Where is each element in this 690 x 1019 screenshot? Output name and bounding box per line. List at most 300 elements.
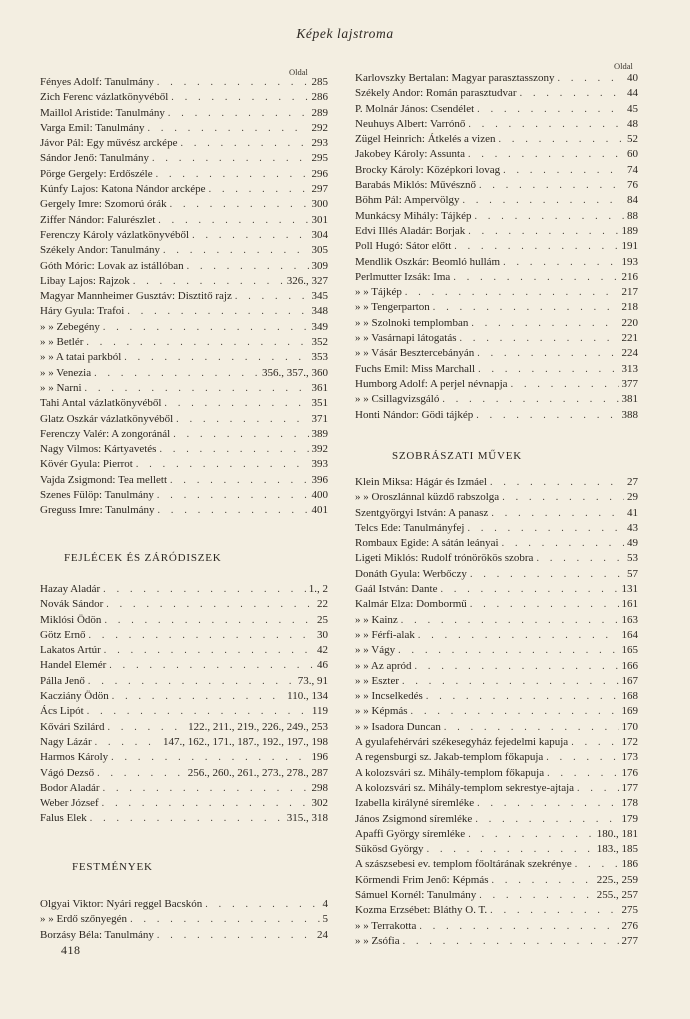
index-entry xyxy=(355,735,638,750)
index-entry xyxy=(40,457,328,472)
dot-leader xyxy=(170,197,309,212)
entry-title: Sükösd György xyxy=(355,843,424,856)
entry-title: Körmendi Frim Jenő: Képmás xyxy=(355,873,489,886)
index-entry xyxy=(355,209,638,224)
dot-leader xyxy=(475,209,625,224)
entry-page-number: 167 xyxy=(621,674,638,687)
dot-leader xyxy=(89,628,314,643)
dot-leader xyxy=(168,106,309,121)
entry-page-number: 371 xyxy=(311,412,328,425)
entry-title: János Zsigmond síremléke xyxy=(355,812,473,825)
entry-page-number: 292 xyxy=(311,121,328,134)
page-column-header-right: Oldal xyxy=(614,61,633,71)
entry-title: Klein Miksa: Hágár és Izmáel xyxy=(355,476,487,488)
entry-title: Apaffi György síremléke xyxy=(355,827,466,840)
entry-title: Honti Nándor: Gödi tájkép xyxy=(355,408,474,421)
dot-leader xyxy=(106,597,314,612)
entry-page-number: 169 xyxy=(621,705,638,718)
entry-page-number: 22 xyxy=(317,598,328,611)
dot-leader xyxy=(442,392,618,407)
entry-page-number: 173 xyxy=(621,751,638,764)
index-entry xyxy=(355,551,638,566)
entry-page-number: 255., 257 xyxy=(596,889,638,902)
index-entry xyxy=(355,750,638,765)
entry-page-number: 309 xyxy=(311,259,328,272)
index-entry xyxy=(40,136,328,151)
dot-leader xyxy=(427,842,594,857)
entry-title: Ligeti Miklós: Rudolf trónörökös szobra xyxy=(355,552,534,565)
index-entry xyxy=(355,117,638,132)
index-entry xyxy=(40,427,328,442)
entry-page-number: 277 xyxy=(621,934,638,947)
dot-leader xyxy=(433,300,619,315)
entry-page-number: 352 xyxy=(311,336,328,349)
index-entry xyxy=(40,197,328,212)
entry-page-number: 304 xyxy=(311,228,328,241)
entry-title: Rombaux Egide: A sátán leányai xyxy=(355,537,499,550)
index-entry xyxy=(355,766,638,781)
dot-leader xyxy=(499,132,624,147)
dot-leader xyxy=(235,289,309,304)
index-entry xyxy=(355,873,638,888)
index-entry xyxy=(355,475,638,490)
entry-page-number: 172 xyxy=(621,736,638,749)
dot-leader xyxy=(419,919,618,934)
dot-leader xyxy=(173,427,308,442)
index-entry xyxy=(40,473,328,488)
entry-page-number: 296 xyxy=(311,167,328,180)
entry-title: Háry Gyula: Trafoi xyxy=(40,305,125,318)
entry-page-number: 186 xyxy=(621,858,638,871)
entry-page-number: 41 xyxy=(627,506,638,519)
entry-page-number: 165 xyxy=(621,644,638,657)
entry-page-number: 88 xyxy=(627,209,638,222)
dot-leader xyxy=(411,704,619,719)
entry-page-number: 49 xyxy=(627,537,638,550)
index-entry xyxy=(40,897,328,912)
entry-page-number: 52 xyxy=(627,133,638,146)
dot-leader xyxy=(477,102,624,117)
entry-title: » » Kainz xyxy=(355,613,398,626)
dot-leader xyxy=(104,613,314,628)
dot-leader xyxy=(398,643,618,658)
entry-page-number: 131 xyxy=(621,583,638,596)
dot-leader xyxy=(90,811,284,826)
entry-title: Mendlik Oszkár: Beomló hullám xyxy=(355,255,501,268)
index-entry xyxy=(40,442,328,457)
entry-page-number: 401 xyxy=(311,504,328,517)
szobraszati-list xyxy=(355,475,638,949)
entry-page-number: 170 xyxy=(621,720,638,733)
entry-title: Falus Elek xyxy=(40,812,87,825)
left-top-list xyxy=(40,75,328,519)
index-entry xyxy=(40,811,328,826)
dot-leader xyxy=(159,442,308,457)
entry-page-number: 393 xyxy=(311,458,328,471)
dot-leader xyxy=(418,628,619,643)
dot-leader xyxy=(133,274,284,289)
entry-page-number: 295 xyxy=(311,152,328,165)
entry-title: A gyulafehérvári székesegyház fejedelmi kapuja xyxy=(355,736,569,749)
entry-page-number: 43 xyxy=(627,521,638,534)
dot-leader xyxy=(111,750,308,765)
entry-title: Szentgyörgyi István: A panasz xyxy=(355,506,489,519)
index-entry xyxy=(40,781,328,796)
index-entry xyxy=(355,316,638,331)
index-entry xyxy=(355,521,638,536)
dot-leader xyxy=(87,704,309,719)
entry-page-number: 179 xyxy=(621,812,638,825)
index-entry xyxy=(355,567,638,582)
entry-title: Barabás Miklós: Művésznő xyxy=(355,179,476,192)
entry-page-number: 180., 181 xyxy=(596,827,638,840)
dot-leader xyxy=(401,613,619,628)
entry-title: Fényes Adolf: Tanulmány xyxy=(40,76,154,88)
dot-leader xyxy=(454,239,618,254)
entry-page-number: 189 xyxy=(621,224,638,237)
dot-leader xyxy=(490,475,624,490)
dot-leader xyxy=(86,335,308,350)
index-entry xyxy=(40,228,328,243)
entry-title: Jávor Pál: Egy művész arcképe xyxy=(40,137,178,150)
entry-page-number: 396 xyxy=(311,473,328,486)
entry-title: Bodor Aladár xyxy=(40,781,100,794)
entry-title: Lakatos Artúr xyxy=(40,644,101,657)
entry-page-number: 1., 2 xyxy=(308,583,328,595)
dot-leader xyxy=(577,781,618,796)
entry-title: » » Isadora Duncan xyxy=(355,720,441,733)
dot-leader xyxy=(130,912,319,927)
dot-leader xyxy=(479,178,624,193)
entry-page-number: 361 xyxy=(311,381,328,394)
entry-title: Ferenczy Károly vázlatkönyvéből xyxy=(40,228,190,241)
index-entry xyxy=(355,239,638,254)
index-entry xyxy=(355,643,638,658)
entry-title: Götz Ernő xyxy=(40,628,86,641)
entry-title: » » Incselkedés xyxy=(355,690,423,703)
entry-page-number: 161 xyxy=(621,598,638,611)
dot-leader xyxy=(124,350,308,365)
entry-title: Szenes Fülöp: Tanulmány xyxy=(40,489,154,502)
entry-title: Glatz Oszkár vázlatkönyvéből xyxy=(40,412,174,425)
entry-page-number: 345 xyxy=(311,290,328,303)
entry-title: Gaál István: Dante xyxy=(355,583,438,596)
index-entry xyxy=(40,106,328,121)
dot-leader xyxy=(157,488,309,503)
dot-leader xyxy=(476,408,618,423)
entry-page-number: 25 xyxy=(317,613,328,626)
entry-title: A kolozsvári sz. Mihály-templom sekrestye-ajtaja xyxy=(355,781,575,794)
entry-title: Kövér Gyula: Pierrot xyxy=(40,458,133,471)
entry-title: Sámuel Kornél: Tanulmány xyxy=(355,889,477,902)
entry-page-number: 60 xyxy=(627,148,638,161)
entry-page-number: 110., 134 xyxy=(287,690,328,703)
entry-title: Székely Andor: Román parasztudvar xyxy=(355,87,517,100)
index-entry xyxy=(40,582,328,597)
entry-title: Kalmár Elza: Dombormű xyxy=(355,598,467,611)
dot-leader xyxy=(157,928,314,943)
entry-title: » » Vágy xyxy=(355,644,396,657)
section-title-fejlecek: FEJLÉCEK ÉS ZÁRÓDISZEK xyxy=(64,552,222,564)
index-entry xyxy=(355,132,638,147)
dot-leader xyxy=(405,285,619,300)
index-entry xyxy=(40,182,328,197)
entry-title: Borzásy Béla: Tanulmány xyxy=(40,928,154,941)
entry-title: Kozma Erzsébet: Bláthy O. T. xyxy=(355,904,488,917)
entry-title: Varga Emil: Tanulmány xyxy=(40,121,145,134)
index-entry xyxy=(40,412,328,427)
entry-page-number: 122., 211., 219., 226., 249., 253 xyxy=(188,720,328,733)
index-entry xyxy=(40,488,328,503)
index-entry xyxy=(40,259,328,274)
entry-page-number: 225., 259 xyxy=(596,873,638,886)
index-entry xyxy=(355,178,638,193)
dot-leader xyxy=(148,121,309,136)
entry-page-number: 302 xyxy=(311,797,328,810)
index-entry xyxy=(355,285,638,300)
entry-title: Ács Lipót xyxy=(40,705,84,718)
index-entry xyxy=(355,720,638,735)
entry-title: » » Eszter xyxy=(355,674,399,687)
entry-page-number: 119 xyxy=(311,705,328,718)
entry-page-number: 297 xyxy=(311,183,328,196)
entry-page-number: 400 xyxy=(311,489,328,502)
dot-leader xyxy=(546,750,618,765)
dot-leader xyxy=(502,490,624,505)
entry-title: Böhm Pál: Ampervölgy xyxy=(355,194,460,207)
entry-page-number: 166 xyxy=(621,659,638,672)
entry-page-number: 29 xyxy=(627,491,638,504)
entry-page-number: 289 xyxy=(311,106,328,119)
dot-leader xyxy=(547,766,618,781)
entry-page-number: 40 xyxy=(627,72,638,84)
dot-leader xyxy=(158,503,309,518)
index-entry xyxy=(355,842,638,857)
entry-page-number: 353 xyxy=(311,351,328,364)
dot-leader xyxy=(467,521,624,536)
index-entry xyxy=(40,912,328,927)
entry-title: » » Oroszlánnal küzdő rabszolga xyxy=(355,491,500,504)
entry-page-number: 300 xyxy=(311,198,328,211)
page-title: Képek lajstroma xyxy=(296,26,394,41)
index-entry xyxy=(355,224,638,239)
entry-title: Humborg Adolf: A perjel névnapja xyxy=(355,377,508,390)
entry-title: » » Szolnoki templomban xyxy=(355,316,469,329)
entry-title: Handel Elemér xyxy=(40,659,107,672)
dot-leader xyxy=(471,316,618,331)
entry-title: Telcs Ede: Tanulmányfej xyxy=(355,521,465,534)
index-entry xyxy=(40,735,328,750)
entry-title: » » Erdő szőnyegén xyxy=(40,913,128,926)
entry-title: A szászsebesi ev. templom főoltárának szekrénye xyxy=(355,858,572,871)
dot-leader xyxy=(156,167,309,182)
index-entry xyxy=(355,536,638,551)
entry-page-number: 216 xyxy=(621,270,638,283)
entry-title: Pörge Gergely: Erdőszéle xyxy=(40,167,153,180)
entry-page-number: 46 xyxy=(317,659,328,672)
entry-page-number: 30 xyxy=(317,628,328,641)
index-entry xyxy=(40,597,328,612)
entry-page-number: 224 xyxy=(621,347,638,360)
index-entry xyxy=(355,362,638,377)
entry-title: » » Az apród xyxy=(355,659,412,672)
right-top-list xyxy=(355,71,638,423)
dot-leader xyxy=(426,689,619,704)
index-entry xyxy=(40,304,328,319)
dot-leader xyxy=(490,903,618,918)
index-entry xyxy=(40,90,328,105)
entry-title: Jakobey Károly: Assunta xyxy=(355,148,465,161)
dot-leader xyxy=(463,193,625,208)
entry-page-number: 176 xyxy=(621,766,638,779)
entry-title: Karlovszky Bertalan: Magyar parasztasszony xyxy=(355,72,555,84)
entry-title: Edvi Illés Aladár: Borjak xyxy=(355,224,466,237)
dot-leader xyxy=(176,412,308,427)
dot-leader xyxy=(152,151,308,166)
entry-title: » » Képmás xyxy=(355,705,408,718)
index-entry xyxy=(40,928,328,943)
entry-title: A regensburgi sz. Jakab-templom főkapuja xyxy=(355,751,544,764)
index-entry xyxy=(355,628,638,643)
entry-page-number: 76 xyxy=(627,179,638,192)
entry-page-number: 301 xyxy=(311,213,328,226)
entry-page-number: 389 xyxy=(311,427,328,440)
index-entry xyxy=(355,674,638,689)
entry-title: Székely Andor: Tanulmány xyxy=(40,244,161,257)
section-title-festmenyek: FESTMÉNYEK xyxy=(72,861,153,873)
index-entry xyxy=(40,335,328,350)
entry-title: Tahi Antal vázlatkönyvéből xyxy=(40,397,162,410)
entry-page-number: 45 xyxy=(627,102,638,115)
entry-title: Gergely Imre: Szomorú órák xyxy=(40,198,167,211)
dot-leader xyxy=(557,71,624,86)
entry-title: » » Vásár Besztercebányán xyxy=(355,347,475,360)
entry-title: Libay Lajos: Rajzok xyxy=(40,274,130,287)
dot-leader xyxy=(103,781,309,796)
dot-leader xyxy=(112,689,284,704)
entry-page-number: 217 xyxy=(621,286,638,299)
entry-title: Brocky Károly: Középkori lovag xyxy=(355,163,501,176)
entry-title: Olgyai Viktor: Nyári reggel Bacskón xyxy=(40,898,203,910)
entry-page-number: 220 xyxy=(621,316,638,329)
index-entry xyxy=(40,628,328,643)
dot-leader xyxy=(468,224,618,239)
entry-page-number: 326., 327 xyxy=(286,274,328,287)
page-number: 418 xyxy=(61,943,81,957)
entry-title: Harmos Károly xyxy=(40,751,109,764)
index-entry xyxy=(355,888,638,903)
dot-leader xyxy=(453,270,618,285)
index-entry xyxy=(355,919,638,934)
entry-title: Weber József xyxy=(40,797,99,810)
entry-title: Kúnfy Lajos: Katona Nándor arcképe xyxy=(40,183,206,196)
festmenyek-list xyxy=(40,897,328,943)
dot-leader xyxy=(477,346,618,361)
entry-page-number: 315., 318 xyxy=(286,812,328,825)
index-entry xyxy=(40,274,328,289)
dot-leader xyxy=(205,897,319,912)
dot-leader xyxy=(460,331,619,346)
entry-page-number: 285 xyxy=(311,76,328,88)
index-entry xyxy=(355,582,638,597)
entry-title: » » Zebegény xyxy=(40,320,100,333)
entry-page-number: 57 xyxy=(627,567,638,580)
entry-title: » » Venezia xyxy=(40,366,92,379)
dot-leader xyxy=(470,567,624,582)
index-entry xyxy=(355,781,638,796)
index-entry xyxy=(40,381,328,396)
entry-title: Maillol Aristide: Tanulmány xyxy=(40,106,165,119)
dot-leader xyxy=(468,827,594,842)
dot-leader xyxy=(107,720,185,735)
index-entry xyxy=(355,812,638,827)
index-entry xyxy=(355,506,638,521)
index-entry xyxy=(40,658,328,673)
index-entry xyxy=(40,350,328,365)
index-entry xyxy=(40,167,328,182)
entry-title: » » Zsófia xyxy=(355,934,400,947)
index-entry xyxy=(355,102,638,117)
index-entry xyxy=(40,689,328,704)
entry-title: A kolozsvári sz. Mihály-templom főkapuja xyxy=(355,766,545,779)
dot-leader xyxy=(491,506,624,521)
dot-leader xyxy=(104,643,314,658)
entry-page-number: 193 xyxy=(621,255,638,268)
index-entry xyxy=(40,720,328,735)
entry-title: Munkácsy Mihály: Tájkép xyxy=(355,209,472,222)
dot-leader xyxy=(520,86,624,101)
entry-page-number: 218 xyxy=(621,301,638,314)
dot-leader xyxy=(440,582,618,597)
index-entry xyxy=(355,597,638,612)
entry-page-number: 27 xyxy=(627,476,638,488)
dot-leader xyxy=(136,457,309,472)
dot-leader xyxy=(470,597,619,612)
index-entry xyxy=(40,766,328,781)
entry-title: Zügel Heinrich: Átkelés a vizen xyxy=(355,133,496,146)
index-entry xyxy=(355,689,638,704)
index-entry xyxy=(40,366,328,381)
entry-page-number: 147., 162., 171., 187., 192., 197., 198 xyxy=(163,735,328,748)
entry-title: Kacziány Ödön xyxy=(40,690,109,703)
index-entry xyxy=(355,255,638,270)
entry-page-number: 53 xyxy=(627,552,638,565)
entry-page-number: 196 xyxy=(311,751,328,764)
entry-page-number: 377 xyxy=(621,377,638,390)
dot-leader xyxy=(477,796,618,811)
entry-title: Greguss Imre: Tanulmány xyxy=(40,504,155,517)
index-entry xyxy=(40,243,328,258)
index-entry xyxy=(355,857,638,872)
entry-page-number: 381 xyxy=(621,393,638,406)
entry-page-number: 348 xyxy=(311,305,328,318)
entry-page-number: 256., 260., 261., 273., 278., 287 xyxy=(187,766,328,779)
entry-title: Magyar Mannheimer Gusztáv: Disztitő rajz xyxy=(40,290,232,303)
entry-page-number: 178 xyxy=(621,797,638,810)
index-entry xyxy=(40,643,328,658)
index-entry xyxy=(40,213,328,228)
entry-title: » » A tatai parkból xyxy=(40,351,122,364)
index-entry xyxy=(40,674,328,689)
entry-title: Nagy Lázár xyxy=(40,735,92,748)
entry-title: Vajda Zsigmond: Tea mellett xyxy=(40,473,168,486)
dot-leader xyxy=(503,163,624,178)
index-entry xyxy=(40,75,328,90)
dot-leader xyxy=(164,396,308,411)
fejlecek-list xyxy=(40,582,328,827)
index-entry xyxy=(355,796,638,811)
entry-page-number: 48 xyxy=(627,117,638,130)
